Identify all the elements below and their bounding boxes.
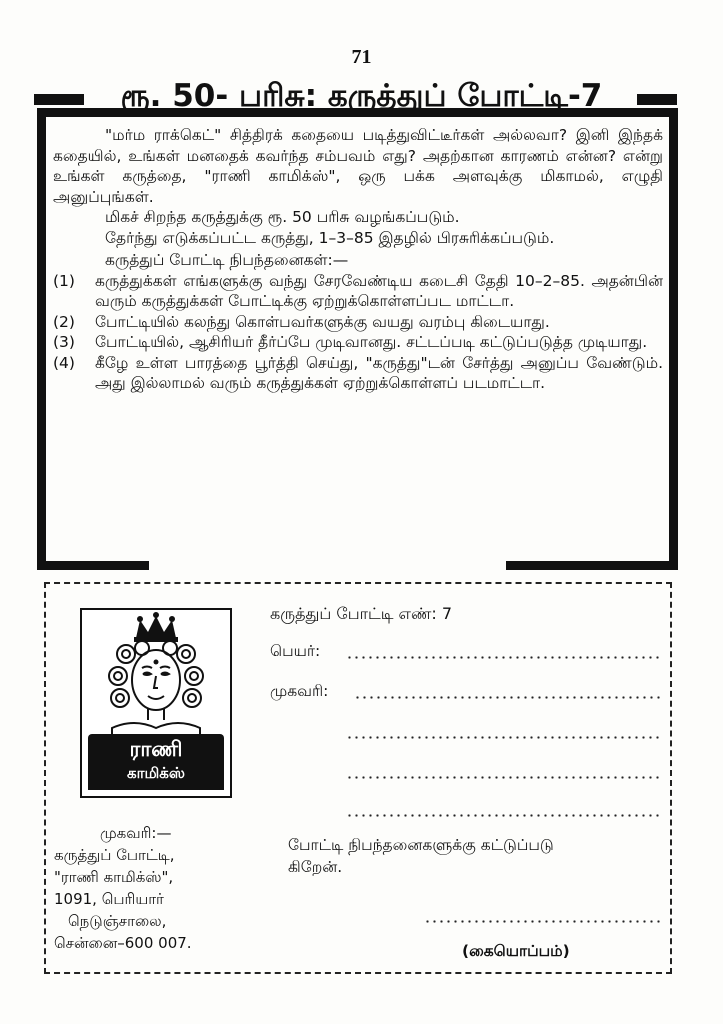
- condition-item: [53, 271, 663, 312]
- mailing-address: [54, 822, 192, 954]
- signature-label: (கையொப்பம்): [462, 942, 570, 960]
- signature-field[interactable]: [424, 920, 660, 923]
- rules-content: [53, 125, 663, 394]
- consent-line: கிறேன்.: [288, 858, 343, 876]
- form-title: கருத்துப் போட்டி எண்: 7: [270, 604, 453, 623]
- mailing-address-line: கருத்துப் போட்டி,: [54, 846, 175, 864]
- address-label: முகவரி:: [270, 682, 329, 700]
- logo-title: ராணி: [129, 737, 183, 761]
- mailing-address-line: 1091, பெரியார்: [54, 890, 164, 908]
- mailing-address-label: முகவரி:—: [100, 824, 172, 842]
- address-field-line[interactable]: [354, 696, 660, 699]
- condition-item: [53, 312, 663, 333]
- page-title: ரூ. 50- பரிசு: கருத்துப் போட்டி-7: [120, 78, 603, 114]
- mailing-address-line: "ராணி காமிக்ஸ்",: [54, 868, 174, 886]
- name-field[interactable]: [346, 656, 660, 659]
- rules-intro: "மர்ம ராக்கெட்" சித்திரக் கதையை படித்துவிட்டீர்கள் அல்லவா? இனி இந்தக் கதையில், உங்கள் மனதைக் கவர்ந்த சம்பவம் எது? அதற்கான காரணம் என்ன? என்று உங்கள் கருத்தை, "ராணி காமிக்ஸ்", ஒரு பக்க அளவுக்கு மிகாமல், எழுதி அனுப்புங்கள்.: [53, 126, 663, 206]
- conditions-heading: கருத்துப் போட்டி நிபந்தனைகள்:—: [105, 251, 349, 269]
- logo-subtitle: காமிக்ஸ்: [127, 764, 185, 782]
- condition-number: (3): [53, 333, 75, 351]
- rules-frame-bottom-left: [37, 561, 149, 570]
- page-number: 71: [351, 46, 372, 68]
- mailing-address-line: சென்னை–600 007.: [54, 934, 192, 952]
- title-bar-left: [34, 94, 84, 105]
- rules-prize: மிகச் சிறந்த கருத்துக்கு ரூ. 50 பரிசு வழங்கப்படும்.: [105, 208, 460, 226]
- name-label: பெயர்:: [270, 642, 321, 660]
- condition-text: கீழே உள்ள பாரத்தை பூர்த்தி செய்து, "கருத்து"டன் சேர்த்து அனுப்ப வேண்டும். அது இல்லாமல் வரும் கருத்துக்கள் ஏற்றுக்கொள்ளப் படமாட்டா.: [95, 353, 663, 392]
- address-field-line[interactable]: [346, 776, 660, 779]
- address-field-line[interactable]: [346, 814, 660, 817]
- condition-number: (2): [53, 312, 75, 331]
- condition-text: போட்டியில், ஆசிரியர் தீர்ப்பே முடிவானது. சட்டப்படி கட்டுப்படுத்த முடியாது.: [95, 333, 648, 351]
- title-bar-right: [637, 94, 677, 105]
- conditions-list: [53, 271, 663, 394]
- condition-item: [53, 353, 663, 394]
- rules-frame-bottom-right: [506, 561, 678, 570]
- rani-comics-logo: [80, 608, 232, 798]
- condition-text: கருத்துக்கள் எங்களுக்கு வந்து சேரவேண்டிய கடைசி தேதி 10–2–85. அதன்பின் வரும் கருத்துக்கள் போட்டிக்கு ஏற்றுக்கொள்ளப்பட மாட்டா.: [95, 271, 663, 310]
- consent-line: போட்டி நிபந்தனைகளுக்கு கட்டுப்படு: [288, 836, 554, 854]
- consent-statement: [288, 834, 668, 878]
- condition-number: (4): [53, 353, 75, 372]
- condition-item: [53, 332, 663, 353]
- rules-publish: தேர்ந்து எடுக்கப்பட்ட கருத்து, 1–3–85 இதழில் பிரசுரிக்கப்படும்.: [105, 228, 555, 247]
- condition-text: போட்டியில் கலந்து கொள்பவர்களுக்கு வயது வரம்பு கிடையாது.: [95, 312, 550, 331]
- condition-number: (1): [53, 271, 75, 290]
- address-field-line[interactable]: [346, 736, 660, 739]
- mailing-address-line: நெடுஞ்சாலை,: [68, 912, 167, 930]
- logo-text-box: [88, 734, 224, 790]
